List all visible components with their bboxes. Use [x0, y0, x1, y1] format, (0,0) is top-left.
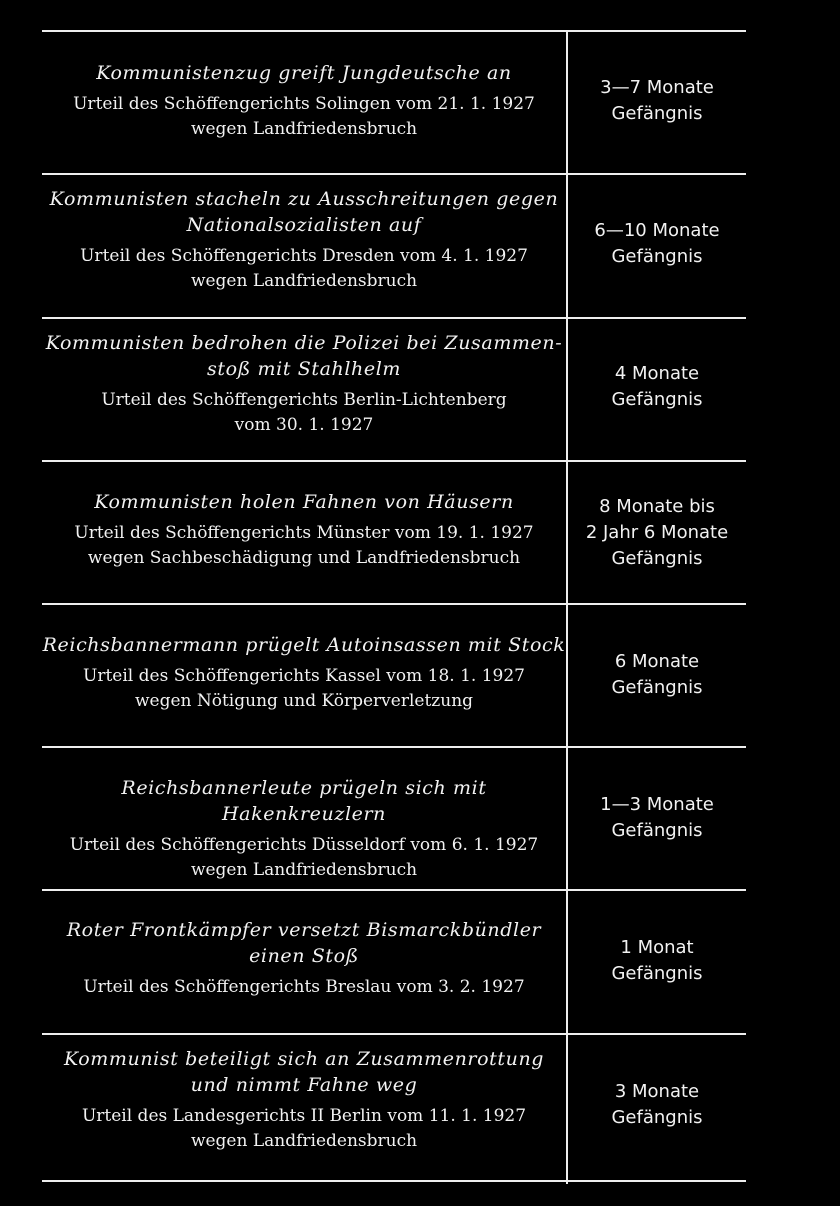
verdict-table [42, 30, 746, 1182]
sentence-cell: 3—7 Monate Gefängnis [600, 77, 714, 124]
case-detail: Urteil des Schöffengerichts Düsseldorf vom 6. 1. 1927 wegen Landfriedensbruch [69, 835, 539, 880]
sentence-cell: 1—3 Monate Gefängnis [600, 794, 714, 841]
table-row [42, 173, 746, 317]
sentence-cell: 6 Monate Gefängnis [611, 651, 703, 698]
case-detail: Urteil des Schöffengerichts Berlin-Lichtenberg vom 30. 1. 1927 [101, 390, 507, 435]
case-title: Kommunisten holen Fahnen von Häusern [94, 491, 514, 513]
case-cell [42, 775, 566, 883]
table-row [42, 317, 746, 460]
sentence-cell: 6—10 Monate Gefängnis [594, 220, 720, 267]
case-detail: Urteil des Schöffengerichts Münster vom 19. 1. 1927 wegen Sachbeschädigung und Landfriedensbruch [74, 523, 534, 568]
table-row [42, 746, 746, 889]
case-cell [42, 632, 566, 714]
sentence-cell: 1 Monat Gefängnis [611, 937, 703, 984]
case-title: Roter Frontkämpfer versetzt Bismarckbündler einen Stoß [66, 919, 542, 967]
table-row [42, 460, 746, 603]
case-detail: Urteil des Schöffengerichts Dresden vom 4. 1. 1927 wegen Landfriedensbruch [80, 246, 528, 291]
case-detail: Urteil des Schöffengerichts Solingen vom 21. 1. 1927 wegen Landfriedensbruch [73, 94, 535, 139]
case-title: Reichsbannermann prügelt Autoinsassen mit Stock [42, 634, 566, 656]
case-cell [42, 1046, 566, 1154]
case-cell [42, 60, 566, 142]
case-cell [42, 489, 566, 571]
table-row [42, 30, 746, 173]
sentence-cell: 8 Monate bis 2 Jahr 6 Monate Gefängnis [585, 496, 729, 569]
case-detail: Urteil des Landesgerichts II Berlin vom 11. 1. 1927 wegen Landfriedensbruch [81, 1106, 527, 1151]
case-detail: Urteil des Schöffengerichts Breslau vom 3. 2. 1927 [83, 977, 525, 997]
case-detail: Urteil des Schöffengerichts Kassel vom 18. 1. 1927 wegen Nötigung und Körperverletzung [83, 666, 525, 711]
table-row [42, 603, 746, 746]
table-row [42, 889, 746, 1033]
case-title: Reichsbannerleute prügeln sich mit Hakenkreuzlern [121, 777, 487, 825]
case-title: Kommunisten bedrohen die Polizei bei Zusammen- stoß mit Stahlhelm [45, 332, 563, 380]
sentence-cell: 4 Monate Gefängnis [611, 363, 703, 410]
case-cell [42, 917, 566, 1000]
table-row [42, 1033, 746, 1180]
row-divider [42, 1180, 746, 1182]
case-cell [42, 330, 566, 438]
case-title: Kommunisten stacheln zu Ausschreitungen gegen Nationalsozialisten auf [49, 188, 559, 236]
case-title: Kommunistenzug greift Jungdeutsche an [96, 62, 512, 84]
sentence-cell: 3 Monate Gefängnis [611, 1081, 703, 1128]
case-title: Kommunist beteiligt sich an Zusammenrottung und nimmt Fahne weg [63, 1048, 545, 1096]
case-cell [42, 186, 566, 294]
